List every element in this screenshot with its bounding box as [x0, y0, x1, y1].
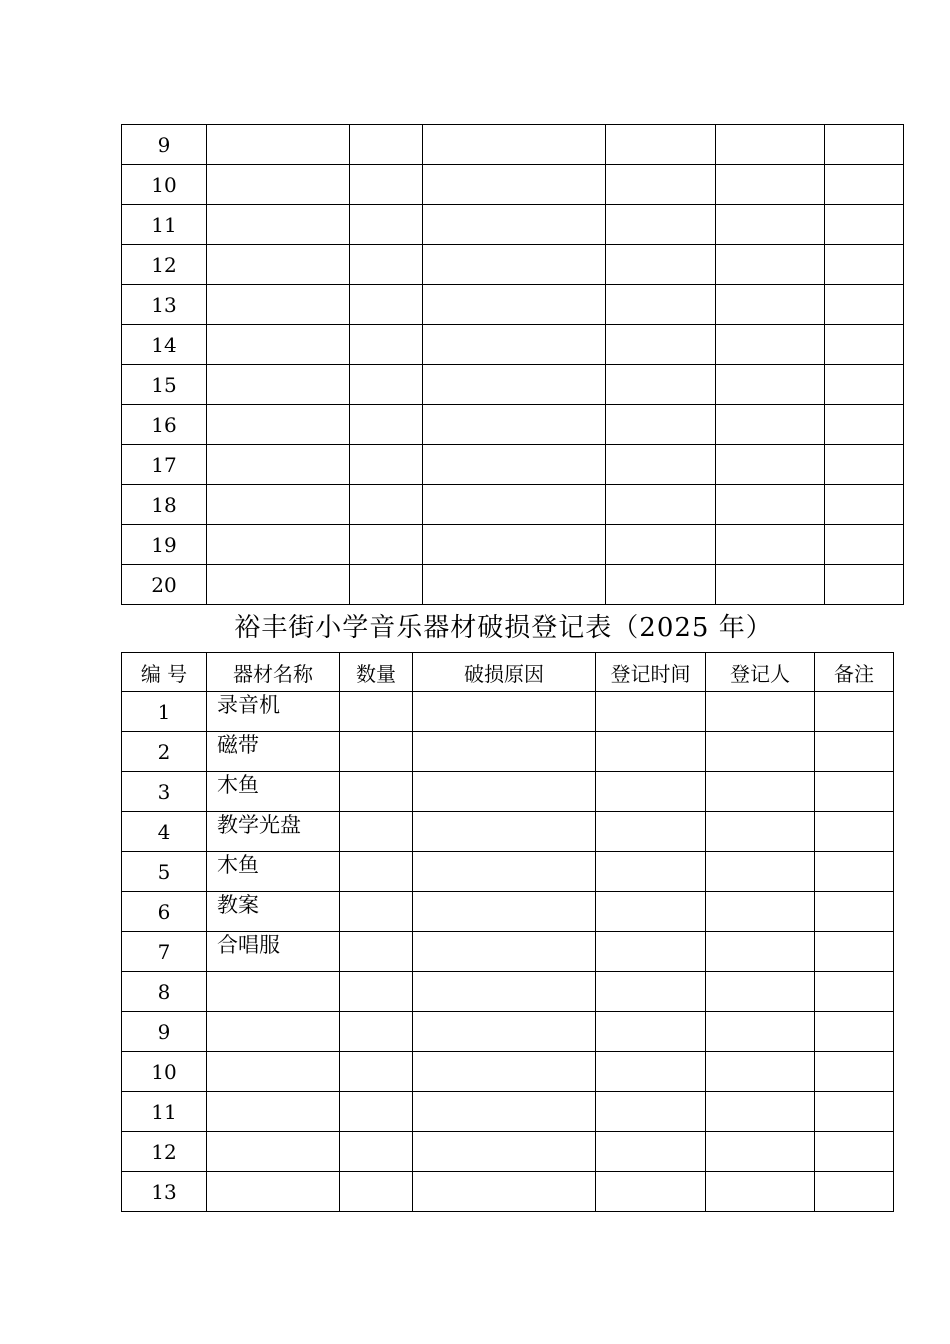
registrar-cell [706, 1052, 815, 1092]
remarks-cell [825, 485, 904, 525]
number-cell: 11 [122, 205, 207, 245]
equipment-name-cell [207, 1172, 340, 1212]
remarks-cell [815, 772, 894, 812]
header-remarks: 备注 [815, 653, 894, 692]
registrar-cell [706, 1012, 815, 1052]
equipment-name-cell [207, 972, 340, 1012]
number-cell: 1 [122, 692, 207, 732]
register-time-cell [596, 1012, 706, 1052]
equipment-name-cell [207, 525, 350, 565]
equipment-name-cell [207, 1132, 340, 1172]
header-equipment-name: 器材名称 [207, 653, 340, 692]
remarks-cell [825, 125, 904, 165]
remarks-cell [815, 1012, 894, 1052]
remarks-cell [825, 285, 904, 325]
damage-reason-cell [413, 812, 596, 852]
header-row [122, 653, 894, 692]
equipment-name-cell [207, 405, 350, 445]
damage-reason-cell [423, 485, 606, 525]
remarks-cell [815, 972, 894, 1012]
equipment-name-cell [207, 445, 350, 485]
number-cell: 10 [122, 165, 207, 205]
registrar-cell [716, 565, 825, 605]
table-row [122, 565, 904, 605]
quantity-cell [350, 165, 423, 205]
number-cell: 13 [122, 1172, 207, 1212]
damage-reason-cell [413, 1052, 596, 1092]
document-title: 裕丰街小学音乐器材破损登记表（2025 年） [234, 613, 773, 643]
remarks-cell [825, 565, 904, 605]
register-time-cell [596, 692, 706, 732]
register-time-cell [606, 405, 716, 445]
header-registrar: 登记人 [706, 653, 815, 692]
register-time-cell [606, 485, 716, 525]
registrar-cell [716, 285, 825, 325]
number-cell: 10 [122, 1052, 207, 1092]
equipment-name-cell [207, 285, 350, 325]
header-quantity: 数量 [340, 653, 413, 692]
equipment-name-cell: 合唱服 [207, 932, 340, 972]
quantity-cell [340, 1012, 413, 1052]
registrar-cell [706, 972, 815, 1012]
remarks-cell [815, 1052, 894, 1092]
damage-reason-cell [413, 932, 596, 972]
registrar-cell [716, 525, 825, 565]
register-time-cell [596, 732, 706, 772]
remarks-cell [815, 732, 894, 772]
register-time-cell [596, 1092, 706, 1132]
continued-register-table [121, 124, 904, 605]
remarks-cell [825, 445, 904, 485]
equipment-name-cell [207, 1092, 340, 1132]
register-time-cell [606, 285, 716, 325]
damage-reason-cell [423, 445, 606, 485]
number-cell: 8 [122, 972, 207, 1012]
equipment-name-cell: 录音机 [207, 692, 340, 732]
register-time-cell [606, 565, 716, 605]
table-row [122, 1092, 894, 1132]
registrar-cell [716, 365, 825, 405]
damage-register-body [122, 692, 894, 1212]
table-row [122, 692, 894, 732]
damage-reason-cell [423, 365, 606, 405]
quantity-cell [350, 285, 423, 325]
remarks-cell [815, 1092, 894, 1132]
number-cell: 17 [122, 445, 207, 485]
table-row [122, 732, 894, 772]
quantity-cell [350, 205, 423, 245]
equipment-name-cell [207, 125, 350, 165]
damage-register-table [121, 652, 894, 1212]
equipment-name-cell [207, 485, 350, 525]
quantity-cell [350, 405, 423, 445]
quantity-cell [350, 325, 423, 365]
continued-register-body [122, 125, 904, 605]
remarks-cell [815, 1132, 894, 1172]
damage-reason-cell [423, 125, 606, 165]
quantity-cell [340, 812, 413, 852]
damage-reason-cell [413, 732, 596, 772]
register-time-cell [606, 125, 716, 165]
quantity-cell [340, 772, 413, 812]
table-row [122, 1132, 894, 1172]
damage-reason-cell [413, 972, 596, 1012]
register-time-cell [596, 852, 706, 892]
register-time-cell [596, 812, 706, 852]
number-cell: 7 [122, 932, 207, 972]
damage-reason-cell [413, 692, 596, 732]
register-time-cell [596, 892, 706, 932]
number-cell: 18 [122, 485, 207, 525]
registrar-cell [706, 932, 815, 972]
number-cell: 11 [122, 1092, 207, 1132]
number-cell: 9 [122, 1012, 207, 1052]
number-cell: 9 [122, 125, 207, 165]
equipment-name-cell: 木鱼 [207, 852, 340, 892]
quantity-cell [350, 525, 423, 565]
registrar-cell [716, 405, 825, 445]
table-row [122, 485, 904, 525]
header-damage-reason: 破损原因 [413, 653, 596, 692]
quantity-cell [350, 485, 423, 525]
remarks-cell [815, 1172, 894, 1212]
table-row [122, 1052, 894, 1092]
remarks-cell [825, 325, 904, 365]
quantity-cell [340, 972, 413, 1012]
damage-reason-cell [423, 565, 606, 605]
registrar-cell [706, 852, 815, 892]
quantity-cell [350, 365, 423, 405]
damage-reason-cell [413, 892, 596, 932]
quantity-cell [340, 932, 413, 972]
table-row [122, 852, 894, 892]
registrar-cell [716, 205, 825, 245]
equipment-name-cell [207, 565, 350, 605]
equipment-name-cell [207, 205, 350, 245]
damage-reason-cell [413, 1132, 596, 1172]
register-time-cell [606, 445, 716, 485]
equipment-name-cell [207, 365, 350, 405]
header-number: 编 号 [122, 653, 207, 692]
table-row [122, 365, 904, 405]
remarks-cell [825, 205, 904, 245]
quantity-cell [340, 732, 413, 772]
equipment-name-cell: 磁带 [207, 732, 340, 772]
quantity-cell [350, 125, 423, 165]
table-row [122, 445, 904, 485]
damage-reason-cell [413, 1012, 596, 1052]
registrar-cell [706, 812, 815, 852]
number-cell: 15 [122, 365, 207, 405]
remarks-cell [815, 932, 894, 972]
remarks-cell [825, 245, 904, 285]
registrar-cell [706, 772, 815, 812]
number-cell: 2 [122, 732, 207, 772]
table-row [122, 892, 894, 932]
number-cell: 19 [122, 525, 207, 565]
register-time-cell [596, 1172, 706, 1212]
equipment-name-cell [207, 325, 350, 365]
table-row [122, 285, 904, 325]
number-cell: 3 [122, 772, 207, 812]
remarks-cell [825, 405, 904, 445]
remarks-cell [825, 525, 904, 565]
quantity-cell [350, 245, 423, 285]
remarks-cell [815, 852, 894, 892]
quantity-cell [340, 1092, 413, 1132]
number-cell: 16 [122, 405, 207, 445]
damage-reason-cell [413, 1172, 596, 1212]
equipment-name-cell: 教案 [207, 892, 340, 932]
register-time-cell [596, 932, 706, 972]
remarks-cell [815, 692, 894, 732]
registrar-cell [706, 732, 815, 772]
equipment-name-cell [207, 1052, 340, 1092]
registrar-cell [716, 325, 825, 365]
remarks-cell [815, 812, 894, 852]
register-time-cell [606, 365, 716, 405]
register-time-cell [606, 205, 716, 245]
registrar-cell [706, 1132, 815, 1172]
damage-reason-cell [423, 525, 606, 565]
remarks-cell [815, 892, 894, 932]
register-time-cell [606, 165, 716, 205]
table-row [122, 972, 894, 1012]
quantity-cell [340, 852, 413, 892]
number-cell: 12 [122, 245, 207, 285]
register-time-cell [606, 245, 716, 285]
equipment-name-cell [207, 1012, 340, 1052]
registrar-cell [706, 1092, 815, 1132]
equipment-name-cell [207, 165, 350, 205]
registrar-cell [716, 125, 825, 165]
quantity-cell [340, 892, 413, 932]
damage-reason-cell [413, 1092, 596, 1132]
remarks-cell [825, 165, 904, 205]
equipment-name-cell [207, 245, 350, 285]
quantity-cell [340, 1052, 413, 1092]
table-row [122, 205, 904, 245]
number-cell: 14 [122, 325, 207, 365]
register-time-cell [596, 772, 706, 812]
header-register-time: 登记时间 [596, 653, 706, 692]
table-row [122, 245, 904, 285]
remarks-cell [825, 365, 904, 405]
damage-reason-cell [413, 772, 596, 812]
damage-reason-cell [413, 852, 596, 892]
table-row [122, 165, 904, 205]
damage-reason-cell [423, 405, 606, 445]
table-row [122, 325, 904, 365]
damage-reason-cell [423, 325, 606, 365]
registrar-cell [716, 445, 825, 485]
damage-reason-cell [423, 285, 606, 325]
table-row [122, 1172, 894, 1212]
table-row [122, 772, 894, 812]
registrar-cell [706, 892, 815, 932]
number-cell: 4 [122, 812, 207, 852]
quantity-cell [340, 1132, 413, 1172]
number-cell: 20 [122, 565, 207, 605]
registrar-cell [716, 245, 825, 285]
damage-reason-cell [423, 245, 606, 285]
registrar-cell [716, 165, 825, 205]
number-cell: 13 [122, 285, 207, 325]
quantity-cell [340, 1172, 413, 1212]
table-row [122, 932, 894, 972]
quantity-cell [350, 445, 423, 485]
register-time-cell [596, 1052, 706, 1092]
register-time-cell [596, 1132, 706, 1172]
quantity-cell [350, 565, 423, 605]
table-row [122, 812, 894, 852]
damage-reason-cell [423, 205, 606, 245]
table-row [122, 125, 904, 165]
register-time-cell [596, 972, 706, 1012]
registrar-cell [706, 692, 815, 732]
equipment-name-cell: 木鱼 [207, 772, 340, 812]
damage-reason-cell [423, 165, 606, 205]
table-row [122, 525, 904, 565]
equipment-name-cell: 教学光盘 [207, 812, 340, 852]
number-cell: 12 [122, 1132, 207, 1172]
register-time-cell [606, 525, 716, 565]
register-time-cell [606, 325, 716, 365]
quantity-cell [340, 692, 413, 732]
registrar-cell [716, 485, 825, 525]
number-cell: 5 [122, 852, 207, 892]
number-cell: 6 [122, 892, 207, 932]
registrar-cell [706, 1172, 815, 1212]
table-row [122, 1012, 894, 1052]
table-row [122, 405, 904, 445]
